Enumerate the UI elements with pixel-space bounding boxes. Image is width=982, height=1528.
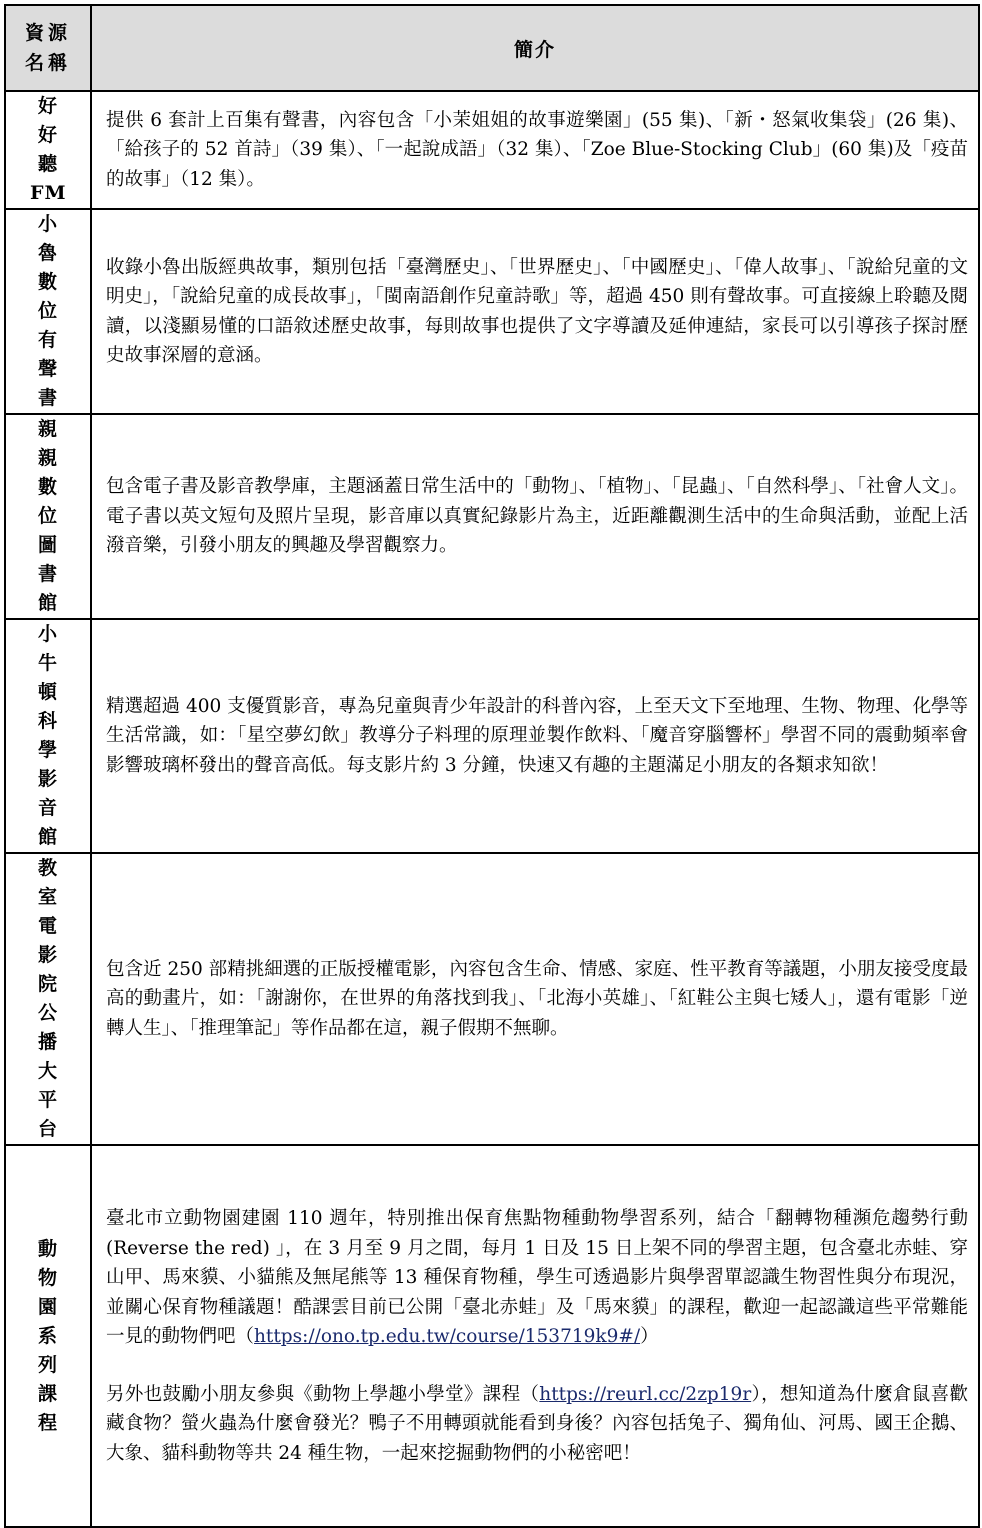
table-row — [5, 619, 979, 853]
resource-desc: 精選超過 400 支優質影音，專為兒童與青少年設計的科普內容，上至天文下至地理、生物、物理、化學等生活常識，如：「星空夢幻飲」教導分子料理的原理並製作飲料、「魔音穿腦響杯」學習不同的震動頻率會影響玻璃杯發出的聲音高低。每支影片約 3 分鐘，快速又有趣的主題滿足小朋友的各類求知欲！ — [91, 619, 979, 853]
resource-desc — [91, 1145, 979, 1527]
resource-name: 親親數位圖書館 — [5, 414, 91, 619]
resource-table — [4, 4, 980, 1528]
resource-desc: 包含電子書及影音教學庫，主題涵蓋日常生活中的「動物」、「植物」、「昆蟲」、「自然科學」、「社會人文」。電子書以英文短句及照片呈現，影音庫以真實紀錄影片為主，近距離觀測生活中的生命與活動，並配上活潑音樂，引發小朋友的興趣及學習觀察力。 — [91, 414, 979, 619]
zoo-text-1: 臺北市立動物園建園 110 週年，特別推出保育焦點物種動物學習系列，結合「翻轉物種瀕危趨勢行動 (Reverse the red) 」，在 3 月至 9 月之間，每月 1 日及 15 日上架不同的學習主題，包含臺北赤蛙、穿山甲、馬來貘、小貓熊及無尾熊等 13 種保育物種，學生可透過影片與學習單認識生物習性與分布現況，並關心保育物種議題！酷課雲目前已公開「臺北赤蛙」及「馬來貘」的課程，歡迎一起認識這些平常難能一見的動物們吧（ — [106, 1208, 968, 1347]
header-desc-cell: 簡介 — [91, 5, 979, 91]
table-row — [5, 414, 979, 619]
zoo-text-2-start: 另外也鼓勵小朋友參與《動物上學趣小學堂》課程（ — [106, 1383, 540, 1405]
resource-desc: 收錄小魯出版經典故事，類別包括「臺灣歷史」、「世界歷史」、「中國歷史」、「偉人故事」、「說給兒童的文明史」，「說給兒童的成長故事」，「閩南語創作兒童詩歌」等，超過 450 則有聲故事。可直接線上聆聽及閱讀，以淺顯易懂的口語敘述歷史故事，每則故事也提供了文字導讀及延伸連結，家長可以引導孩子探討歷史故事深層的意涵。 — [91, 209, 979, 414]
course-link-1[interactable]: https://ono.tp.edu.tw/course/153719k9#/ — [254, 1326, 641, 1347]
resource-name: 動物園系列課程 — [5, 1145, 91, 1527]
table-row — [5, 91, 979, 209]
resource-name: 好好聽 FM — [5, 91, 91, 209]
resource-name: 小牛頓科學影音館 — [5, 619, 91, 853]
table-row — [5, 853, 979, 1145]
zoo-text-2-end: ），想知道為什麼倉鼠喜歡藏食物？螢火蟲為什麼會發光？鴨子不用轉頭就能看到身後？內容包括兔子、獨角仙、河馬、國王企鵝、大象、貓科動物等共 24 種生物，一起來挖掘動物們的小秘密吧！ — [106, 1383, 968, 1464]
resource-name: 教室電影院公播大平台 — [5, 853, 91, 1145]
zoo-paragraph-2 — [106, 1380, 968, 1469]
header-name-cell: 資源名稱 — [5, 5, 91, 91]
zoo-text-1-end: ） — [640, 1326, 659, 1347]
resource-desc: 包含近 250 部精挑細選的正版授權電影，內容包含生命、情感、家庭、性平教育等議題，小朋友接受度最高的動畫片，如：「謝謝你，在世界的角落找到我」、「北海小英雄」、「紅鞋公主與七矮人」，還有電影「逆轉人生」、「推理筆記」等作品都在這，親子假期不無聊。 — [91, 853, 979, 1145]
resource-name: 小魯數位有聲書 — [5, 209, 91, 414]
resource-desc: 提供 6 套計上百集有聲書，內容包含「小茉姐姐的故事遊樂園」(55 集)、「新・怒氣收集袋」(26 集)、「給孩子的 52 首詩」（39 集）、「一起說成語」（32 集）、「Zoe Blue-Stocking Club」(60 集)及「疫苗的故事」（12 集）。 — [91, 91, 979, 209]
header-row — [5, 5, 979, 91]
course-link-2[interactable]: https://reurl.cc/2zp19r — [539, 1383, 752, 1405]
table-row — [5, 209, 979, 414]
table-row — [5, 1145, 979, 1527]
zoo-paragraph-1 — [106, 1204, 968, 1352]
